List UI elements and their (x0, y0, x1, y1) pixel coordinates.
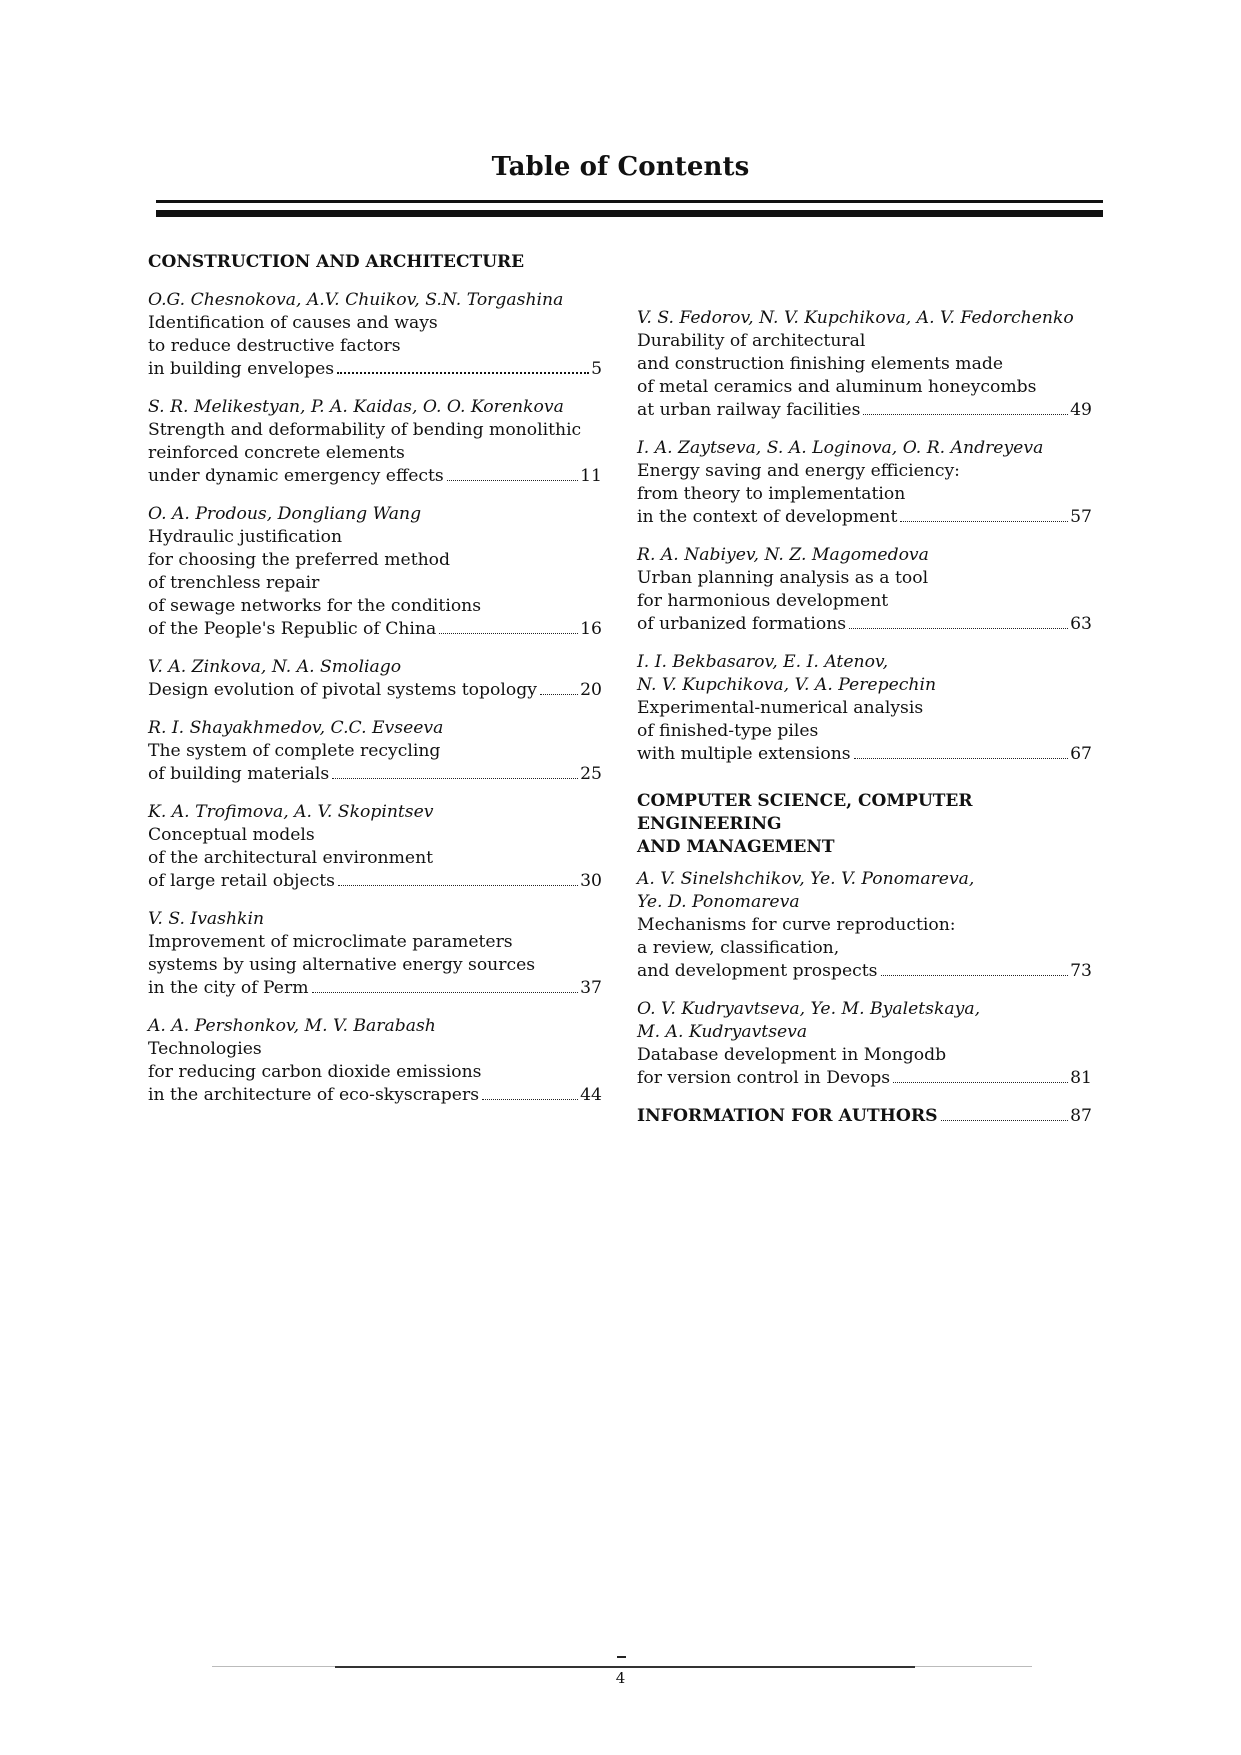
toc-entry[interactable] (148, 503, 602, 641)
dot-leader (337, 372, 589, 374)
dot-leader (863, 414, 1068, 415)
entry-title-line: Strength and deformability of bending monolithic (148, 420, 582, 440)
entry-page-number: 73 (1070, 961, 1092, 981)
title-rule-thin (156, 200, 1103, 203)
entry-title-line: Mechanisms for curve reproduction: (637, 915, 956, 935)
section-heading-computer-science (637, 790, 1092, 859)
dot-leader (332, 778, 578, 779)
dot-leader (941, 1120, 1069, 1121)
entry-authors: A. V. Sinelshchikov, Ye. V. Ponomareva, (637, 869, 975, 889)
entry-last-line (637, 1067, 1092, 1090)
section-heading-line: COMPUTER SCIENCE, COMPUTER ENGINEERING (637, 791, 973, 834)
entry-title-line: of the People's Republic of China (148, 619, 437, 639)
entry-title-line: for reducing carbon dioxide emissions (148, 1062, 482, 1082)
section-heading-line: AND MANAGEMENT (637, 837, 835, 857)
entry-last-line (637, 613, 1092, 636)
entry-title-line: for harmonious development (637, 591, 889, 611)
toc-entry[interactable] (637, 437, 1092, 529)
entry-authors: V. A. Zinkova, N. A. Smoliago (148, 657, 402, 677)
dot-leader (482, 1099, 578, 1100)
entry-title-line: in the context of development (637, 507, 898, 527)
entry-last-line (148, 358, 602, 381)
entry-page-number: 49 (1070, 400, 1092, 420)
entry-title-line: and construction finishing elements made (637, 354, 1003, 374)
entry-last-line (148, 1084, 602, 1107)
information-for-authors-label: INFORMATION FOR AUTHORS (637, 1106, 938, 1126)
entry-title-line: Design evolution of pivotal systems topology (148, 680, 537, 700)
entry-title-line: of finished-type piles (637, 721, 819, 741)
entry-page-number: 67 (1070, 744, 1092, 764)
entry-title-line: The system of complete recycling (148, 741, 441, 761)
entry-page-number: 5 (591, 359, 602, 379)
entry-title-line: of urbanized formations (637, 614, 847, 634)
entry-authors: A. A. Pershonkov, M. V. Barabash (148, 1016, 436, 1036)
entry-title-line: systems by using alternative energy sources (148, 955, 536, 975)
entry-title-line: at urban railway facilities (637, 400, 861, 420)
entry-authors: O. V. Kudryavtseva, Ye. M. Byaletskaya, (637, 999, 981, 1019)
entry-title-line: in the city of Perm (148, 978, 309, 998)
entry-title-line: Hydraulic justification (148, 527, 343, 547)
entry-page-number: 25 (580, 764, 602, 784)
entry-title-line: Improvement of microclimate parameters (148, 932, 513, 952)
entry-title-line: Identification of causes and ways (148, 313, 438, 333)
dot-leader (338, 885, 578, 886)
entry-authors: N. V. Kupchikova, V. A. Perepechin (637, 675, 937, 695)
footer-dash (617, 1656, 626, 1658)
dot-leader (439, 633, 578, 634)
entry-authors: R. A. Nabiyev, N. Z. Magomedova (637, 545, 929, 565)
entry-title-line: a review, classification, (637, 938, 840, 958)
entry-title-line: Durability of architectural (637, 331, 866, 351)
dot-leader (447, 480, 578, 481)
entry-title-line: Urban planning analysis as a tool (637, 568, 929, 588)
footer-rule-dark (335, 1666, 915, 1668)
entry-last-line (148, 763, 602, 786)
entry-title-line: of sewage networks for the conditions (148, 596, 482, 616)
entry-title-line: from theory to implementation (637, 484, 906, 504)
entry-authors: K. A. Trofimova, A. V. Skopintsev (148, 802, 434, 822)
entry-title-line: of large retail objects (148, 871, 335, 891)
entry-title-line: with multiple extensions (637, 744, 851, 764)
entry-page-number: 44 (580, 1085, 602, 1105)
entry-title-line: of metal ceramics and aluminum honeycombs (637, 377, 1037, 397)
toc-right-column (637, 307, 1092, 1128)
entry-authors: I. I. Bekbasarov, E. I. Atenov, (637, 652, 889, 672)
toc-entry[interactable] (637, 651, 1092, 766)
entry-page-number: 37 (580, 978, 602, 998)
toc-entry[interactable] (148, 908, 602, 1000)
entry-last-line (637, 743, 1092, 766)
entry-title-line: of building materials (148, 764, 330, 784)
section-heading-construction: CONSTRUCTION AND ARCHITECTURE (148, 252, 525, 272)
toc-entry[interactable] (148, 289, 602, 381)
dot-leader (893, 1082, 1068, 1083)
entry-title-line: Energy saving and energy efficiency: (637, 461, 960, 481)
entry-title-line: of trenchless repair (148, 573, 320, 593)
toc-entry[interactable] (148, 656, 602, 702)
toc-entry-information-for-authors[interactable] (637, 1105, 1092, 1128)
entry-page-number: 81 (1070, 1068, 1092, 1088)
dot-leader (540, 694, 578, 695)
entry-page-number: 20 (580, 680, 602, 700)
toc-entry[interactable] (637, 544, 1092, 636)
title-rule-thick (156, 210, 1103, 217)
entry-authors: S. R. Melikestyan, P. A. Kaidas, O. O. Korenkova (148, 397, 564, 417)
toc-entry[interactable] (148, 396, 602, 488)
entry-last-line (148, 977, 602, 1000)
entry-last-line (148, 465, 602, 488)
entry-authors: M. A. Kudryavtseva (637, 1022, 808, 1042)
entry-last-line (148, 679, 602, 702)
dot-leader (881, 975, 1069, 976)
dot-leader (854, 758, 1069, 759)
entry-authors: O.G. Chesnokova, A.V. Chuikov, S.N. Torgashina (148, 290, 564, 310)
entry-page-number: 57 (1070, 507, 1092, 527)
entry-title-line: Technologies (148, 1039, 262, 1059)
toc-left-column (148, 251, 602, 1122)
entry-title-line: for version control in Devops (637, 1068, 891, 1088)
entry-authors: R. I. Shayakhmedov, C.C. Evseeva (148, 718, 444, 738)
entry-page-number: 63 (1070, 614, 1092, 634)
entry-title-line: under dynamic emergency effects (148, 466, 444, 486)
entry-last-line (637, 960, 1092, 983)
entry-title-line: Database development in Mongodb (637, 1045, 947, 1065)
toc-entry[interactable] (637, 307, 1092, 422)
toc-entry[interactable] (637, 998, 1092, 1090)
dot-leader (900, 521, 1068, 522)
entry-authors: Ye. D. Ponomareva (637, 892, 800, 912)
entry-title-line: Conceptual models (148, 825, 315, 845)
entry-title-line: reinforced concrete elements (148, 443, 405, 463)
entry-page-number: 87 (1070, 1106, 1092, 1126)
entry-authors: V. S. Ivashkin (148, 909, 265, 929)
entry-title-line: to reduce destructive factors (148, 336, 401, 356)
entry-authors: V. S. Fedorov, N. V. Kupchikova, A. V. Fedorchenko (637, 308, 1074, 328)
entry-title-line: and development prospects (637, 961, 878, 981)
toc-entry[interactable] (637, 868, 1092, 983)
page-title: Table of Contents (491, 152, 750, 182)
entry-title-line: for choosing the preferred method (148, 550, 451, 570)
entry-authors: O. A. Prodous, Dongliang Wang (148, 504, 422, 524)
entry-last-line (148, 870, 602, 893)
entry-title-line: Experimental-numerical analysis (637, 698, 924, 718)
entry-page-number: 16 (580, 619, 602, 639)
entry-last-line (637, 506, 1092, 529)
dot-leader (312, 992, 579, 993)
page-number: 4 (615, 1669, 626, 1687)
toc-entry[interactable] (148, 717, 602, 786)
entry-page-number: 30 (580, 871, 602, 891)
entry-last-line (148, 618, 602, 641)
entry-title-line: in building envelopes (148, 359, 335, 379)
entry-title-line: of the architectural environment (148, 848, 434, 868)
toc-entry[interactable] (148, 1015, 602, 1107)
entry-title-line: in the architecture of eco-skyscrapers (148, 1085, 480, 1105)
entry-last-line (637, 399, 1092, 422)
dot-leader (849, 628, 1068, 629)
entry-page-number: 11 (580, 466, 602, 486)
entry-authors: I. A. Zaytseva, S. A. Loginova, O. R. Andreyeva (637, 438, 1044, 458)
toc-entry[interactable] (148, 801, 602, 893)
